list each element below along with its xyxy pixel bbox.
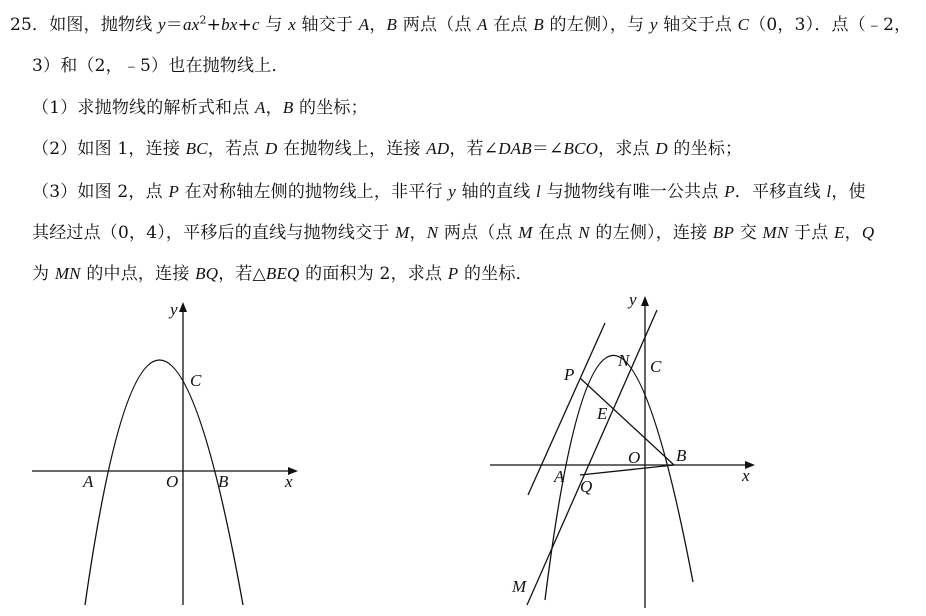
math-variable: N <box>426 223 439 242</box>
text-segment: （3）如图 2，点 <box>32 182 169 202</box>
text-segment: （2）如图 1，连接 <box>32 139 186 159</box>
text-segment: 轴的直线 <box>456 182 537 202</box>
math-variable: bx <box>221 15 238 34</box>
math-variable: y <box>649 15 658 34</box>
fig2-segment-QB <box>580 465 674 475</box>
math-variable: y <box>448 182 457 201</box>
math-variable: N <box>578 223 590 242</box>
fig1-label-x: x <box>285 472 293 491</box>
math-variable: MN <box>54 264 81 283</box>
text-segment: ，若△ <box>218 264 266 284</box>
math-variable: BCO <box>563 139 599 158</box>
math-variable: M <box>395 223 410 242</box>
text-segment: ＝∠ <box>531 139 564 159</box>
fig2-label-x: x <box>742 466 750 485</box>
text-segment: 如图，抛物线 <box>49 15 159 35</box>
math-variable: P <box>168 182 180 201</box>
math-variable: E <box>834 223 845 242</box>
fig2-label-O: O <box>628 448 641 467</box>
math-variable: D <box>264 139 278 158</box>
fig2-label-M: M <box>512 577 527 596</box>
text-segment: 交 <box>734 223 763 243</box>
math-variable: A <box>255 98 266 117</box>
text-segment: ，使 <box>831 182 866 202</box>
text-segment: 在对称轴左侧的抛物线上，非平行 <box>179 182 449 202</box>
text-segment: ， <box>844 223 862 243</box>
fig2-line-l <box>528 323 605 495</box>
math-variable: B <box>533 15 544 34</box>
math-variable: BQ <box>195 264 219 283</box>
text-segment: 轴交于 <box>295 15 359 35</box>
text-segment: ，若∠ <box>449 139 499 159</box>
text-segment: 的坐标； <box>667 139 743 159</box>
text-segment: 于点 <box>788 223 835 243</box>
text-segment: + <box>237 15 253 35</box>
text-segment: 的坐标； <box>293 98 368 118</box>
text-segment: 的面积为 2，求点 <box>299 264 448 284</box>
text-segment: + <box>206 15 222 35</box>
text-segment: 为 <box>32 264 55 284</box>
text-segment: ， <box>369 15 387 35</box>
math-variable: y <box>158 15 166 34</box>
fig2-label-E: E <box>597 404 608 423</box>
math-variable: DAB <box>498 139 532 158</box>
fig2-label-A: A <box>554 467 565 486</box>
text-segment: ， <box>409 223 427 243</box>
text-segment: 两点（点 <box>397 15 478 35</box>
text-segment: （1）求抛物线的解析式和点 <box>32 98 256 118</box>
math-variable: D <box>655 139 668 158</box>
fig2-label-N: N <box>618 351 630 370</box>
fig1-label-y: y <box>170 300 178 319</box>
text-segment: 轴交于点 <box>657 15 738 35</box>
math-variable: BP <box>712 223 735 242</box>
math-variable: ax <box>183 15 200 34</box>
text-segment: 其经过点（0，4），平移后的直线与抛物线交于 <box>32 223 396 243</box>
fig1-label-O: O <box>166 472 179 491</box>
math-variable: l <box>826 182 832 201</box>
text-segment: 两点（点 <box>438 223 519 243</box>
problem-number: 25． <box>10 15 50 35</box>
fig2-label-Q: Q <box>580 477 593 496</box>
fig1-label-C: C <box>190 371 202 390</box>
text-segment: ＝ <box>165 15 183 35</box>
fig1-label-B: B <box>218 472 229 491</box>
fig2-label-y: y <box>629 290 637 309</box>
text-segment: 在点 <box>487 15 534 35</box>
text-segment: 的左侧），与 <box>543 15 650 35</box>
text-segment: 的中点，连接 <box>80 264 196 284</box>
text-segment: ，求点 <box>598 139 656 159</box>
math-variable: BEQ <box>265 264 300 283</box>
math-variable: AD <box>426 139 450 158</box>
fig2-label-B: B <box>676 446 687 465</box>
text-segment: 在抛物线上，连接 <box>277 139 427 159</box>
fig2-parabola <box>545 355 693 600</box>
math-superscript: 2 <box>199 13 207 27</box>
text-segment: 在点 <box>532 223 579 243</box>
math-variable: A <box>358 15 370 34</box>
math-variable: l <box>536 182 541 201</box>
math-variable: MN <box>762 223 789 242</box>
text-segment: 与抛物线有唯一公共点 <box>540 182 725 202</box>
math-variable: C <box>737 15 750 34</box>
math-variable: Q <box>861 223 875 242</box>
math-variable: P <box>447 264 459 283</box>
math-variable: A <box>477 15 488 34</box>
fig2-label-C: C <box>650 357 662 376</box>
text-segment: 3）和（2，﹣5）也在抛物线上． <box>32 56 289 76</box>
math-variable: P <box>724 182 735 201</box>
text-segment: ．平移直线 <box>734 182 827 202</box>
text-segment: （0，3）．点（﹣2， <box>749 15 912 35</box>
text-segment: 与 <box>259 15 289 35</box>
math-variable: B <box>386 15 398 34</box>
math-variable: c <box>252 15 260 34</box>
math-variable: x <box>288 15 296 34</box>
text-segment: ，若点 <box>207 139 265 159</box>
math-variable: BC <box>185 139 208 158</box>
math-variable: B <box>282 98 294 117</box>
text-segment: ， <box>265 98 283 118</box>
fig2-label-P: P <box>564 365 575 384</box>
fig1-label-A: A <box>83 472 94 491</box>
fig2-y-arrow <box>641 296 649 306</box>
math-variable: M <box>518 223 533 242</box>
text-segment: 的坐标． <box>458 264 533 284</box>
text-segment: 的左侧），连接 <box>589 223 713 243</box>
